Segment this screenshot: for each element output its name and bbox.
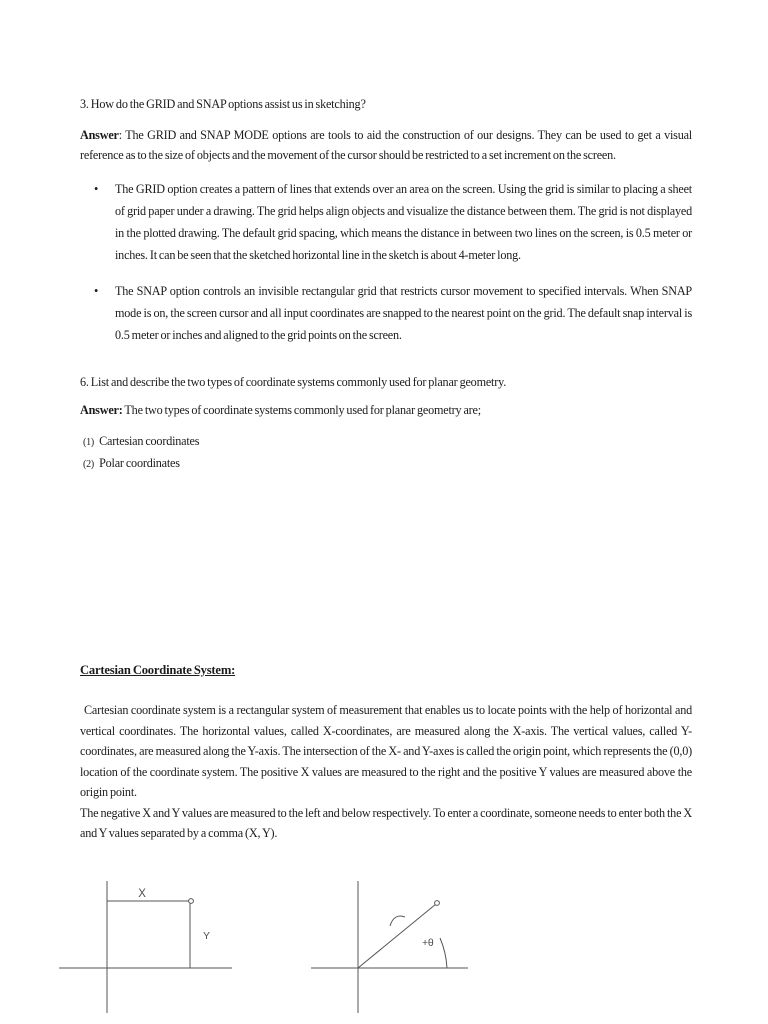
bullet-grid-option: • The GRID option creates a pattern of lines that extends over an area on the screen. Using the grid is similar to placing a sheet of grid paper under a drawing. The grid helps align objects and visualize the distance between them. The grid is not displayed in the plotted drawing. The default grid spacing, which means the distance in between two lines on the screen, is 0.5 meter or inches. It can be seen that the sketched horizontal line in the sketch is about 4-meter long. (80, 178, 692, 266)
cartesian-diagram (59, 881, 232, 1013)
answer-3 (80, 125, 692, 166)
polar-angle-label: +θ (422, 937, 434, 949)
list-item-label: Cartesian coordinates (99, 433, 200, 448)
angle-arc (440, 938, 447, 968)
polar-diagram (311, 881, 468, 1013)
list-item-cartesian (80, 431, 692, 453)
cartesian-section (80, 660, 692, 844)
coordinate-diagrams (0, 875, 768, 1024)
bullet-snap-option: • The SNAP option controls an invisible rectangular grid that restricts cursor movement to specified intervals. When SNAP mode is on, the screen cursor and all input coordinates are snapped to the nearest point on the grid. The default snap interval is 0.5 meter or inches and aligned to the grid points on the screen. (80, 280, 692, 346)
cartesian-heading: Cartesian Coordinate System: (80, 663, 236, 677)
answer-3-text: : The GRID and SNAP MODE options are tools to aid the construction of our designs. They can be used to get a visual reference as to the size of objects and the movement of the cursor should be restricted to a set increment on the screen. (80, 127, 692, 162)
grid-snap-section (80, 94, 692, 475)
question-6: 6. List and describe the two types of coordinate systems commonly used for planar geometry. (80, 374, 507, 389)
answer-6 (80, 400, 692, 421)
grid-snap-bullet-list (80, 178, 692, 346)
cartesian-point-marker (189, 899, 194, 904)
cartesian-x-label: X (138, 888, 146, 900)
list-item-label: Polar coordinates (99, 455, 180, 470)
polar-point-marker (435, 901, 440, 906)
cartesian-y-label: Y (203, 930, 210, 942)
list-item-number: (2) (83, 458, 95, 470)
radius-mark (390, 916, 405, 926)
polar-radius-line (358, 904, 436, 968)
answer-6-label: Answer: (80, 403, 123, 417)
diagrams-canvas (0, 875, 768, 1024)
cartesian-paragraph-1: Cartesian coordinate system is a rectangular system of measurement that enables us to locate points with the help of horizontal and vertical coordinates. The horizontal values, called X-coordinates, are measured along the X-axis. The vertical values, called Y-coordinates, are measured along the Y-axis. The intersection of the X- and Y-axes is called the origin point, which represents the (0,0) location of the coordinate system. The positive X values are measured to the right and the positive Y values are measured above the origin point. (80, 703, 692, 799)
list-item-number: (1) (83, 436, 95, 448)
question-3: 3. How do the GRID and SNAP options assist us in sketching? (80, 97, 366, 111)
cartesian-paragraph-2: The negative X and Y values are measured to the left and below respectively. To enter a coordinate, someone needs to enter both the X and Y values separated by a comma (X, Y). (80, 805, 692, 840)
list-item-polar (80, 453, 692, 475)
answer-6-text: The two types of coordinate systems commonly used for planar geometry are; (122, 403, 481, 417)
answer-3-label: Answer (80, 127, 119, 142)
coordinate-types-list (80, 431, 692, 475)
